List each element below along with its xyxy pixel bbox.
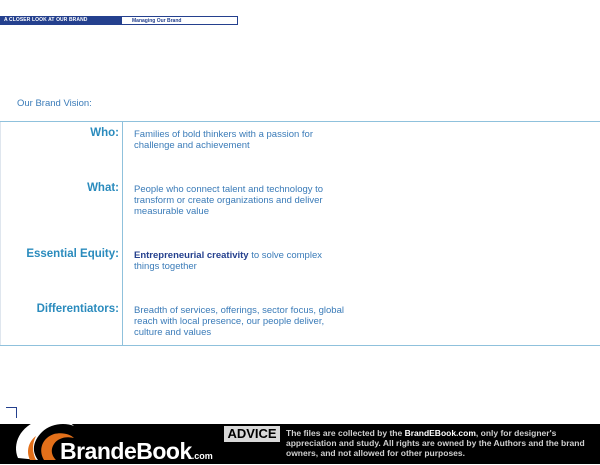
text-essential-equity <box>134 250 344 272</box>
header-tabs <box>0 16 238 26</box>
bottom-rule <box>0 345 600 346</box>
tab-closer-look[interactable]: A CLOSER LOOK AT OUR BRAND <box>0 16 122 25</box>
tab-managing-brand[interactable]: Managing Our Brand <box>122 16 238 25</box>
top-rule <box>0 121 600 122</box>
disclaimer-text <box>286 428 598 458</box>
text-what: People who connect talent and technology to transform or create organizations and deliver measurable value <box>134 184 324 217</box>
vertical-rule <box>122 121 123 346</box>
label-essential-equity: Essential Equity: <box>26 248 119 260</box>
advice-badge: ADVICE <box>224 426 280 442</box>
label-what: What: <box>87 182 119 194</box>
disclaimer-rest: , only for designer's appreciation and study. All rights are owned by the Authors and the brand owners, and not allowed for other purposes. <box>286 428 585 458</box>
disclaimer-brand-link[interactable]: BrandEBook.com <box>404 428 476 438</box>
label-differentiators: Differentiators: <box>36 303 119 315</box>
text-essential-equity-bold: Entrepreneurial creativity <box>134 250 249 261</box>
section-title: Our Brand Vision: <box>17 98 92 109</box>
disclaimer-prefix: The files are collected by the <box>286 428 405 438</box>
brandebook-logo[interactable] <box>60 438 213 465</box>
text-differentiators: Breadth of services, offerings, sector focus, global reach with local presence, our people deliver, culture and values <box>134 305 344 338</box>
text-who: Families of bold thinkers with a passion for challenge and achievement <box>134 129 313 151</box>
label-who: Who: <box>90 127 119 139</box>
left-edge-line <box>0 121 1 346</box>
text-essential-equity-rest: to solve complex things together <box>134 250 322 272</box>
logo-wordmark: BrandeBook <box>60 438 192 464</box>
logo-suffix: .com <box>191 451 213 461</box>
